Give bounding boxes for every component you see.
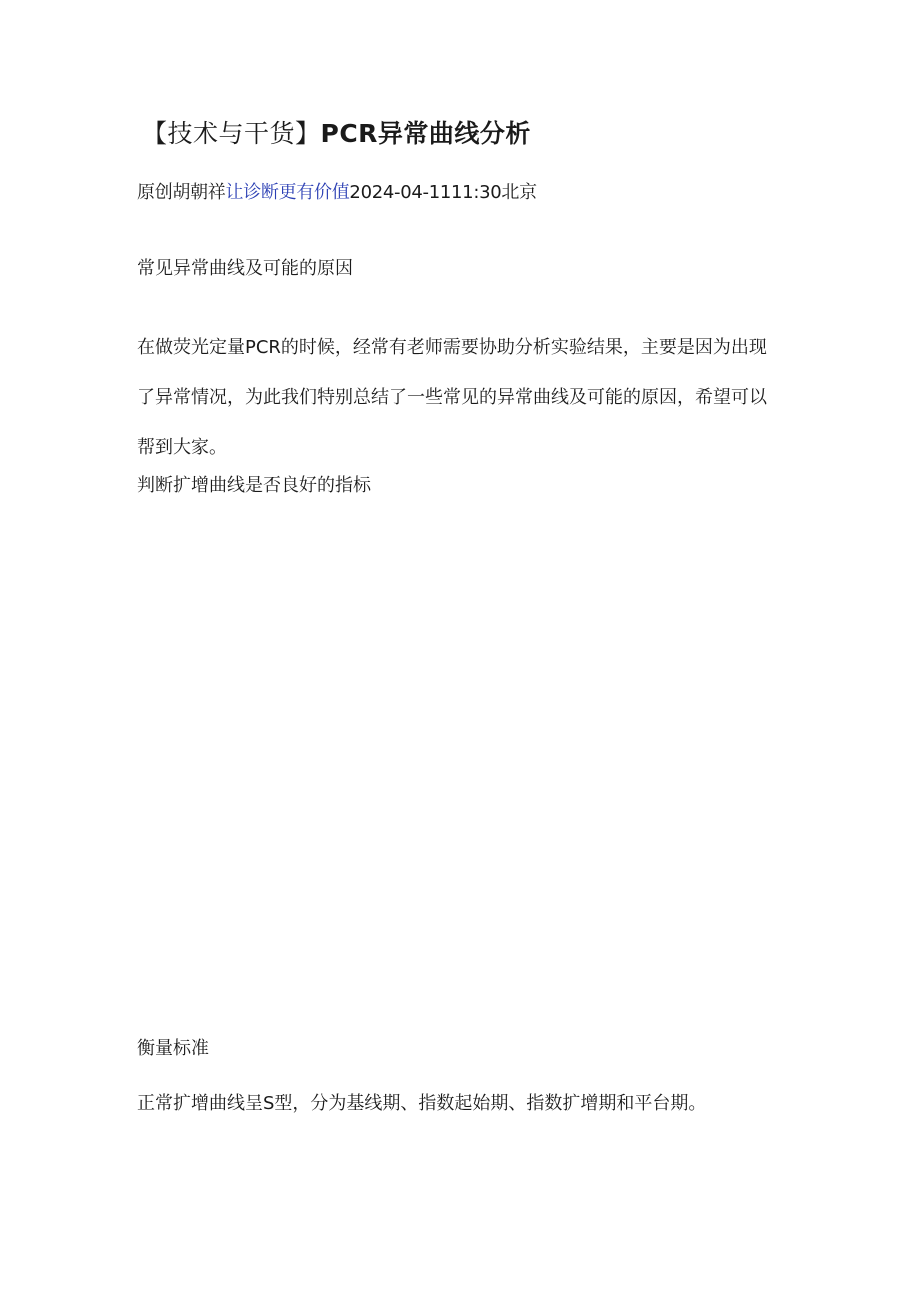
intro-paragraph	[137, 323, 797, 473]
article-title	[142, 114, 531, 154]
intro-line: 了异常情况，为此我们特别总结了一些常见的异常曲线及可能的原因，希望可以	[137, 387, 767, 408]
section-heading-common-abnormal: 常见异常曲线及可能的原因	[137, 258, 353, 279]
title-prefix: 【技术与干货】	[142, 119, 321, 148]
intro-line: 帮到大家。	[137, 437, 227, 458]
section-heading-standard: 衡量标准	[137, 1038, 209, 1059]
figure-placeholder	[137, 520, 787, 1000]
title-main: PCR异常曲线分析	[320, 119, 531, 148]
meta-account-link[interactable]: 让诊断更有价值	[225, 182, 350, 203]
standard-text: 正常扩增曲线呈S型，分为基线期、指数起始期、指数扩增期和平台期。	[137, 1093, 707, 1114]
meta-time: 11:30	[451, 182, 502, 203]
article-meta	[137, 178, 537, 208]
section-heading-indicators: 判断扩增曲线是否良好的指标	[137, 475, 371, 496]
meta-author: 胡朝祥	[172, 182, 226, 203]
meta-location: 北京	[501, 182, 537, 203]
meta-date: 2024-04-11	[349, 182, 452, 203]
intro-line: 在做荧光定量PCR的时候，经常有老师需要协助分析实验结果，主要是因为出现	[137, 337, 767, 358]
meta-type: 原创	[137, 182, 173, 203]
